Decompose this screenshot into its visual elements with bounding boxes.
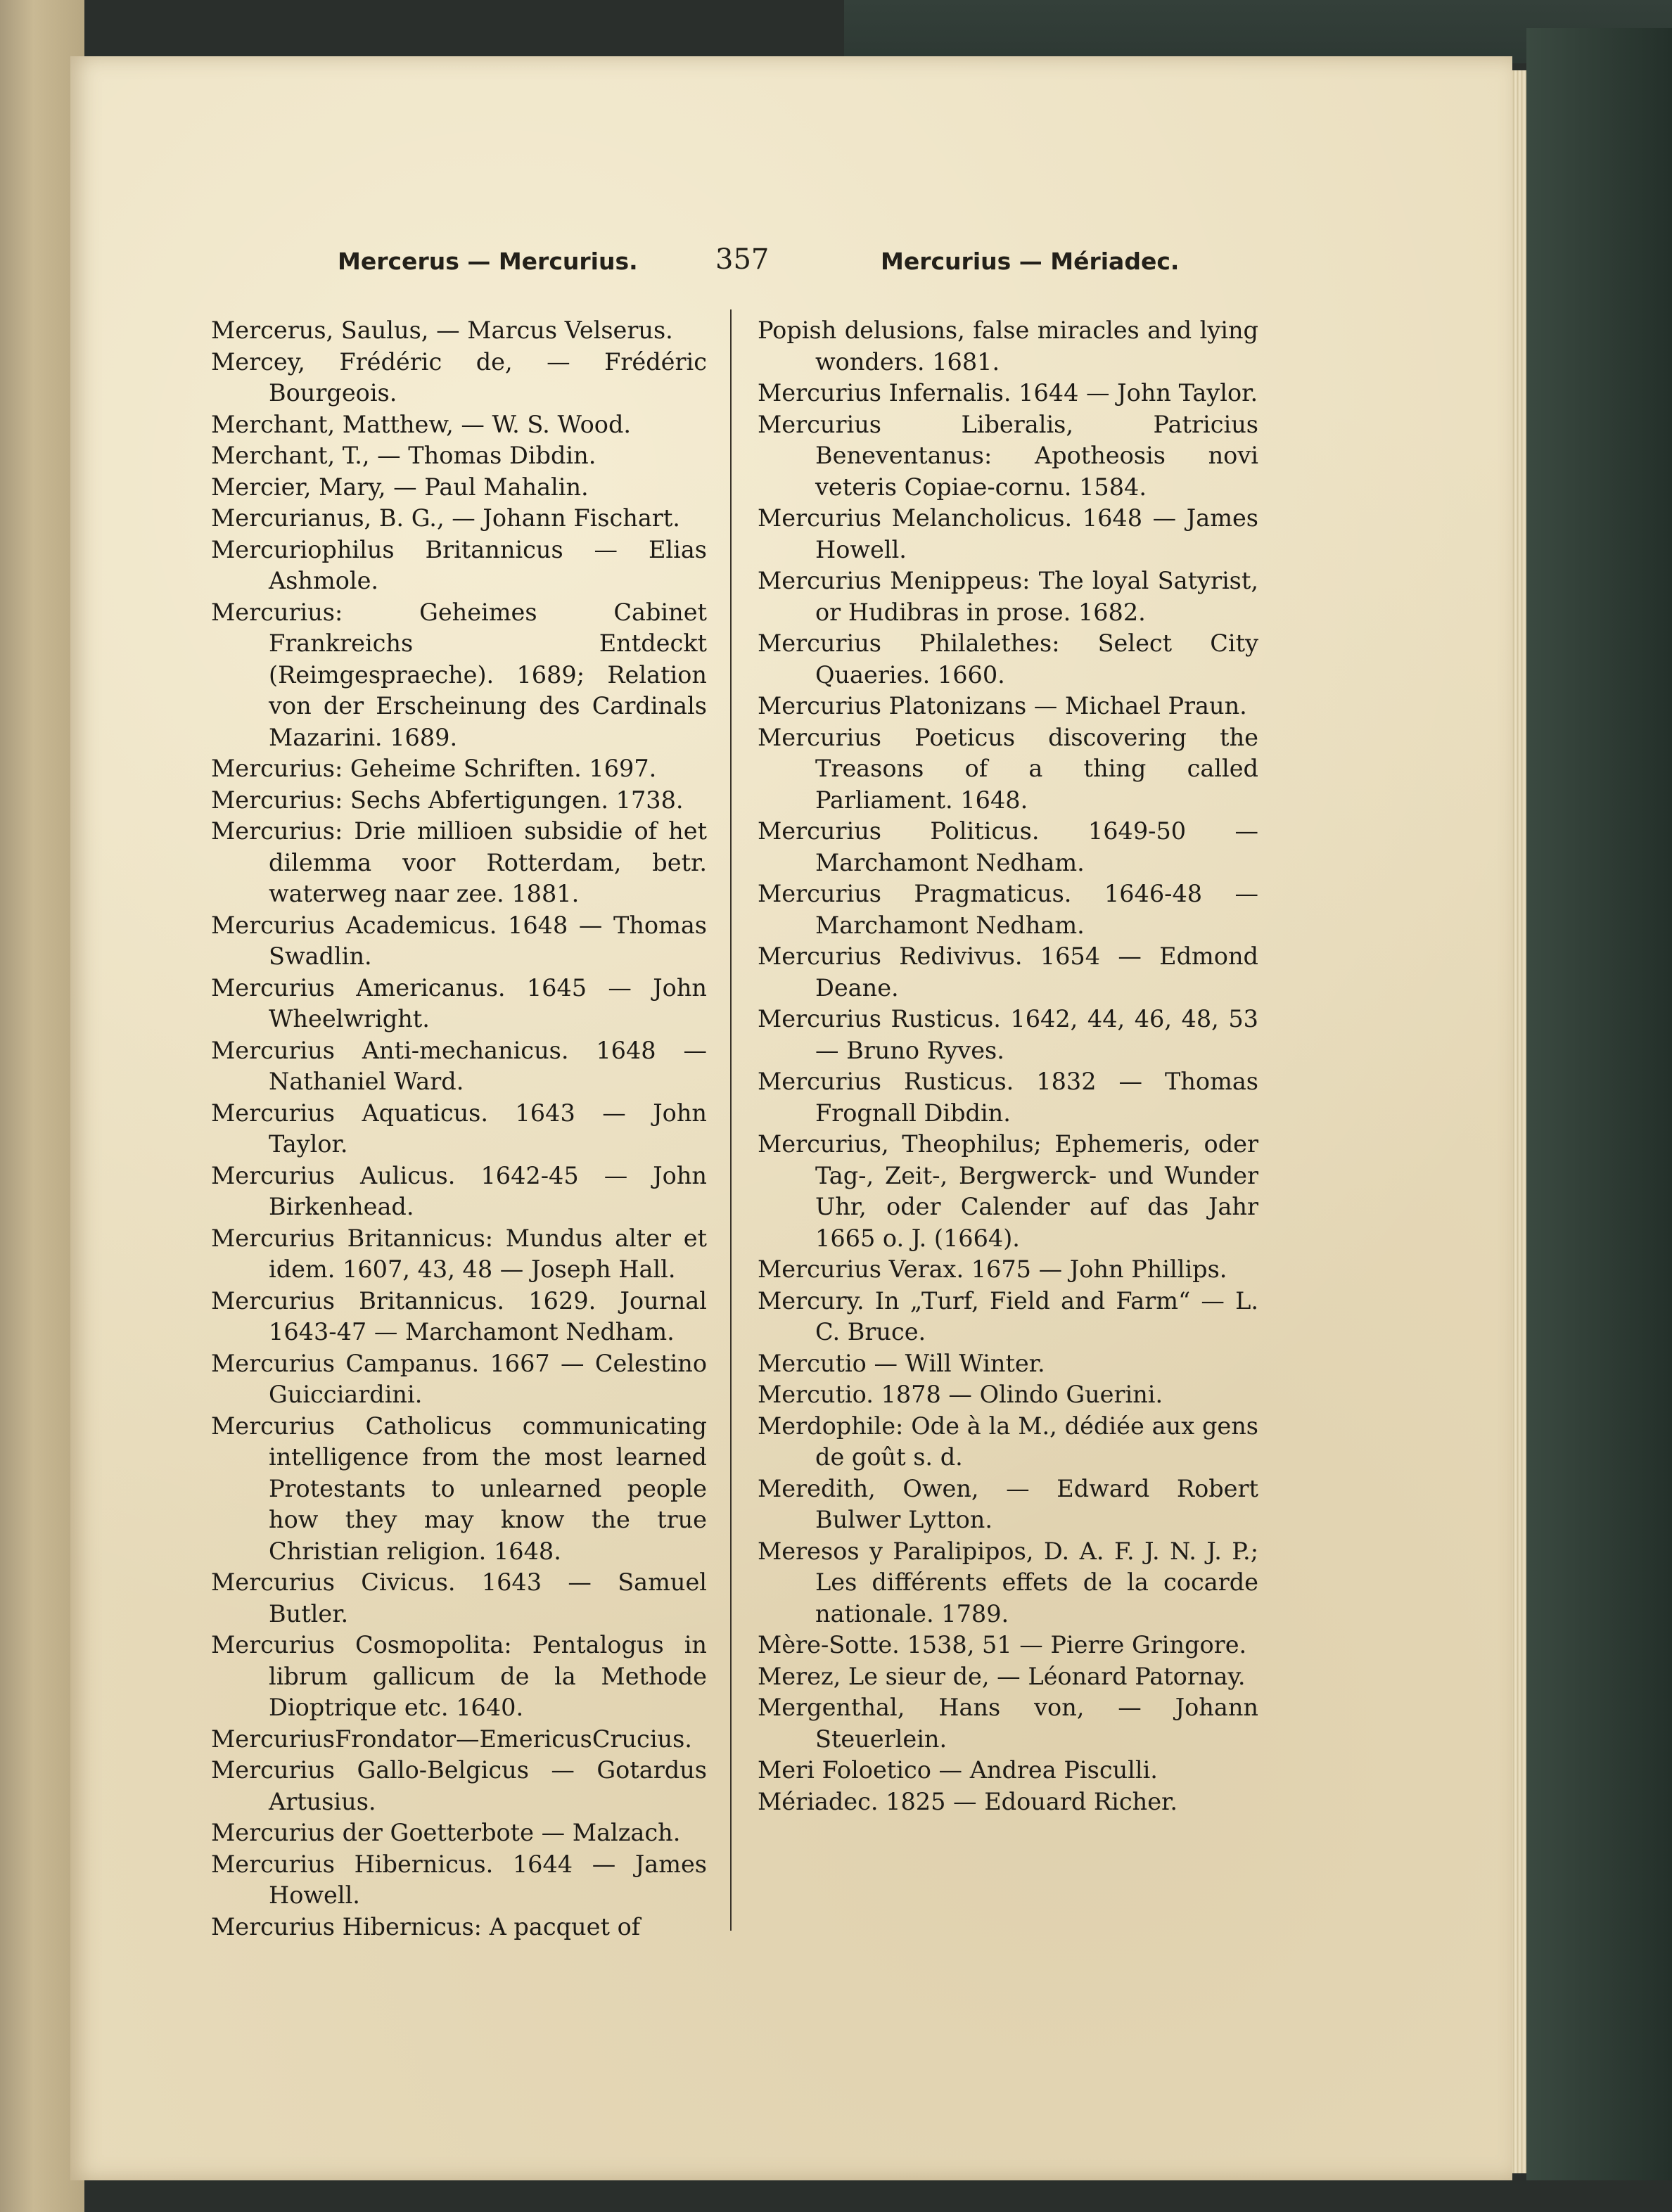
index-entry: Mercurius Campanus. 1667 — Celestino Guicciardini. bbox=[211, 1349, 707, 1408]
index-entry: Mercurius Cosmopolita: Pentalogus in librum gallicum de la Methode Dioptrique etc. 1640. bbox=[211, 1631, 707, 1721]
index-entry: Mercurius Redivivus. 1654 — Edmond Deane. bbox=[758, 942, 1258, 1002]
index-entry: Popish delusions, false miracles and lying wonders. 1681. bbox=[758, 317, 1258, 376]
index-entry: Mercurius Academicus. 1648 — Thomas Swadlin. bbox=[211, 911, 707, 970]
index-entry: Mercurius Menippeus: The loyal Satyrist, or Hudibras in prose. 1682. bbox=[758, 567, 1258, 626]
page-number: 357 bbox=[715, 243, 770, 276]
index-entry: Mercurius Liberalis, Patricius Beneventanus: Apotheosis novi veteris Copiae-cornu. 1584. bbox=[758, 410, 1258, 501]
index-entry: MercuriusFrondator—EmericusCrucius. bbox=[211, 1725, 692, 1753]
index-entry: Mercurius Catholicus communicating intelligence from the most learned Protestants to unlearned people how they may know the true Christian religion. 1648. bbox=[211, 1412, 707, 1565]
index-entry: Mergenthal, Hans von, — Johann Steuerlein. bbox=[758, 1694, 1258, 1753]
running-head-right: Mercurius — Mériadec. bbox=[881, 248, 1180, 275]
index-entry: Mercurius, Theophilus; Ephemeris, oder Tag-, Zeit-, Bergwerck- und Wunder Uhr, oder Calender auf das Jahr 1665 o. J. (1664). bbox=[758, 1130, 1258, 1252]
index-entry: Mercurius Infernalis. 1644 — John Taylor. bbox=[758, 379, 1258, 407]
index-entry: Meri Foloetico — Andrea Pisculli. bbox=[758, 1756, 1158, 1784]
index-entry: Merchant, Matthew, — W. S. Wood. bbox=[211, 410, 632, 438]
index-entry: Mercurius Melancholicus. 1648 — James Howell. bbox=[758, 504, 1258, 563]
index-entry: Mercurius Verax. 1675 — John Phillips. bbox=[758, 1255, 1227, 1283]
index-entry: Mercurius Poeticus discovering the Treasons of a thing called Parliament. 1648. bbox=[758, 723, 1258, 814]
left-column bbox=[211, 315, 707, 1943]
index-entry: Mercurius Aulicus. 1642-45 — John Birkenhead. bbox=[211, 1161, 707, 1220]
index-entry: Mercurius: Sechs Abfertigungen. 1738. bbox=[211, 786, 684, 814]
index-entry: Mercurius: Geheimes Cabinet Frankreichs Entdeckt (Reimgespraeche). 1689; Relation von der Erscheinung des Cardinals Mazarini. 1689. bbox=[211, 598, 707, 751]
index-entry: Mercurius Rusticus. 1642, 44, 46, 48, 53 — Bruno Ryves. bbox=[758, 1005, 1258, 1064]
index-entry: Mercurius Gallo-Belgicus — Gotardus Artusius. bbox=[211, 1756, 707, 1815]
index-entry: Merdophile: Ode à la M., dédiée aux gens de goût s. d. bbox=[758, 1412, 1258, 1471]
index-entry: Mercurius Pragmaticus. 1646-48 — Marchamont Nedham. bbox=[758, 880, 1258, 939]
index-entry: Mercurianus, B. G., — Johann Fischart. bbox=[211, 504, 680, 532]
index-entry: Mercurius Britannicus. 1629. Journal 1643-47 — Marchamont Nedham. bbox=[211, 1286, 707, 1345]
index-entry: Mercurius Britannicus: Mundus alter et idem. 1607, 43, 48 — Joseph Hall. bbox=[211, 1224, 707, 1283]
index-entry: Mercerus, Saulus, — Marcus Velserus. bbox=[211, 317, 673, 344]
index-entry: Mercurius: Geheime Schriften. 1697. bbox=[211, 755, 657, 782]
index-entry: Mercurius Platonizans — Michael Praun. bbox=[758, 692, 1247, 720]
index-entry: Mercurius Aquaticus. 1643 — John Taylor. bbox=[211, 1099, 707, 1158]
column-divider bbox=[730, 309, 732, 1931]
index-entry: Mercury. In „Turf, Field and Farm“ — L. C. Bruce. bbox=[758, 1286, 1258, 1345]
book-cover-right bbox=[1526, 28, 1672, 2180]
index-entry: Meredith, Owen, — Edward Robert Bulwer Lytton. bbox=[758, 1474, 1258, 1533]
right-column bbox=[758, 315, 1258, 1817]
index-entry: Merez, Le sieur de, — Léonard Patornay. bbox=[758, 1662, 1246, 1690]
index-entry: Mercurius: Drie millioen subsidie of het dilemma voor Rotterdam, betr. waterweg naar zee. 1881. bbox=[211, 817, 707, 907]
index-entry: Mercutio. 1878 — Olindo Guerini. bbox=[758, 1381, 1163, 1408]
index-entry: Mercurius Civicus. 1643 — Samuel Butler. bbox=[211, 1568, 707, 1628]
index-entry: Mercey, Frédéric de, — Frédéric Bourgeois. bbox=[211, 347, 707, 407]
index-entry: Mercurius der Goetterbote — Malzach. bbox=[211, 1819, 681, 1846]
index-entry: Mercurius Anti-mechanicus. 1648 — Nathaniel Ward. bbox=[211, 1036, 707, 1095]
running-head-left: Mercerus — Mercurius. bbox=[338, 248, 638, 275]
index-entry: Merchant, T., — Thomas Dibdin. bbox=[211, 442, 596, 469]
index-entry: Mériadec. 1825 — Edouard Richer. bbox=[758, 1787, 1178, 1815]
index-entry: Mercurius Philalethes: Select City Quaeries. 1660. bbox=[758, 629, 1258, 689]
index-entry: Mercurius Rusticus. 1832 — Thomas Frognall Dibdin. bbox=[758, 1068, 1258, 1127]
index-entry: Mercier, Mary, — Paul Mahalin. bbox=[211, 473, 589, 501]
index-entry: Mercurius Hibernicus: A pacquet of bbox=[211, 1912, 641, 1941]
index-entry: Mercutio — Will Winter. bbox=[758, 1349, 1045, 1377]
index-entry: Mercurius Politicus. 1649-50 — Marchamont Nedham. bbox=[758, 817, 1258, 876]
index-entry: Mère-Sotte. 1538, 51 — Pierre Gringore. bbox=[758, 1631, 1247, 1658]
index-entry: Mercuriophilus Britannicus — Elias Ashmole. bbox=[211, 535, 707, 594]
index-entry: Meresos y Paralipipos, D. A. F. J. N. J. P.; Les différents effets de la cocarde nationale. 1789. bbox=[758, 1537, 1258, 1628]
index-entry: Mercurius Hibernicus. 1644 — James Howell. bbox=[211, 1850, 707, 1909]
index-entry: Mercurius Americanus. 1645 — John Wheelwright. bbox=[211, 973, 707, 1033]
